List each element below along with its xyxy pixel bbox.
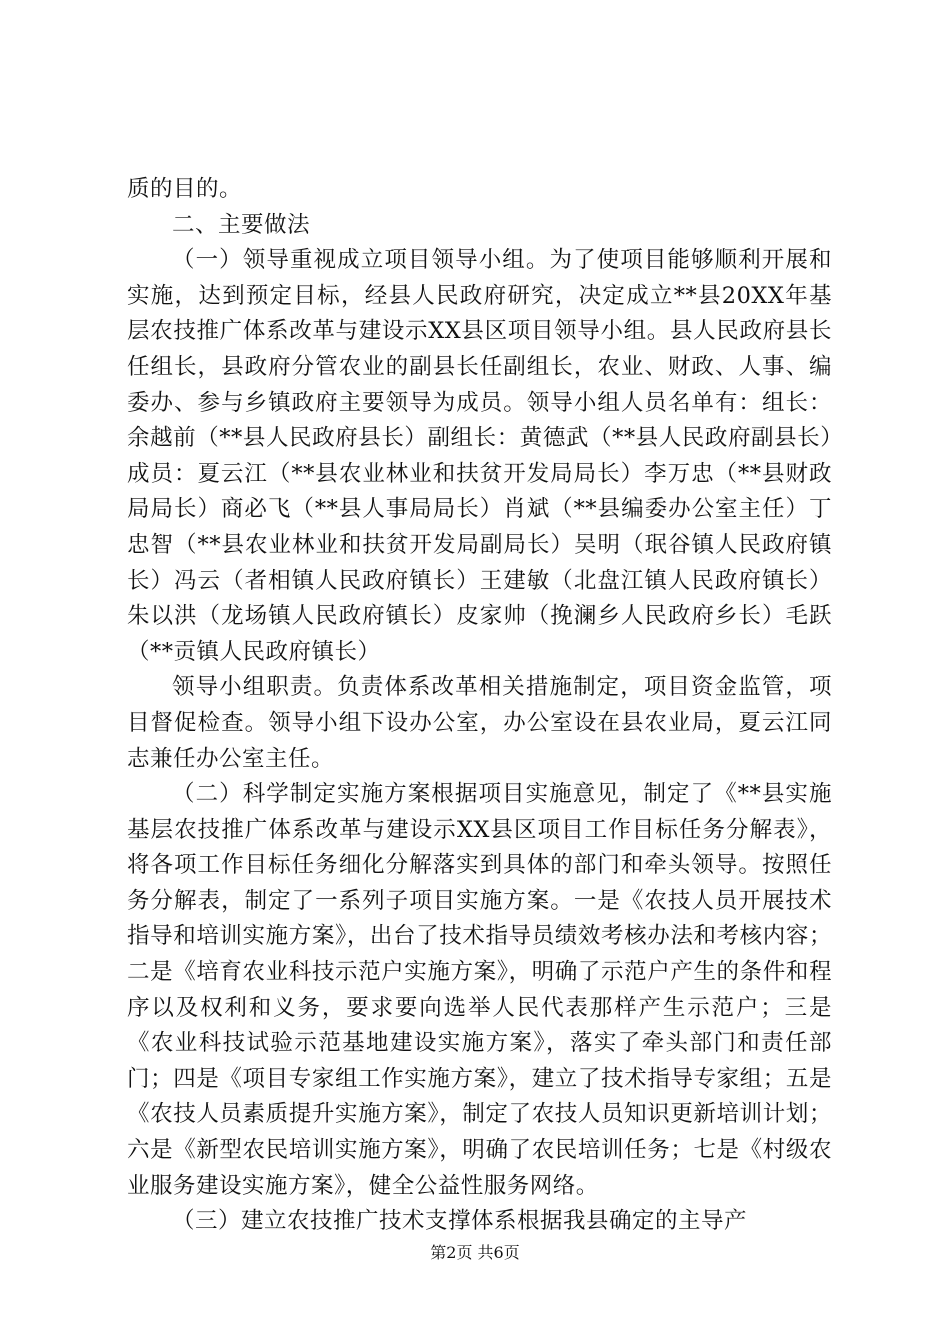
paragraph-leadership-group: （一）领导重视成立项目领导小组。为了使项目能够顺利开展和实施，达到预定目标，经县人民政府研究，决定成立**县20XX年基层农技推广体系改革与建设示XX县区项目领导小组。县人民政府县长任组长，县政府分管农业的副县长任副组长，农业、财政、人事、编委办、参与乡镇政府主要领导为成员。领导小组人员名单有：组长：余越前（**县人民政府县长）副组长：黄德武（**县人民政府副县长）成员：夏云江（**县农业林业和扶贫开发局局长）李万忠（**县财政局局长）商必飞（**县人事局局长）肖斌（**县编委办公室主任）丁忠智（**县农业林业和扶贫开发局副局长）吴明（珉谷镇人民政府镇长）冯云（者相镇人民政府镇长）王建敏（北盘江镇人民政府镇长）朱以洪（龙场镇人民政府镇长）皮家帅（挽澜乡人民政府乡长）毛跃（**贡镇人民政府镇长） — [127, 247, 832, 665]
document-body — [127, 172, 832, 1240]
paragraph-group-duties: 领导小组职责。负责体系改革相关措施制定，项目资金监管，项目督促检查。领导小组下设办公室，办公室设在县农业局，夏云江同志兼任办公室主任。 — [127, 674, 832, 772]
section-heading: 二、主要做法 — [172, 211, 311, 238]
page-number-footer: 第2页 共6页 — [430, 1243, 520, 1262]
paragraph-continuation: 质的目的。 — [127, 176, 243, 202]
paragraph-support-system: （三）建立农技推广技术支撑体系根据我县确定的主导产 — [172, 1208, 748, 1235]
paragraph-implementation-plan: （二）科学制定实施方案根据项目实施意见，制定了《**县实施基层农技推广体系改革与建设示XX县区项目工作目标任务分解表》，将各项工作目标任务细化分解落实到具体的部门和牵头领导。按照任务分解表，制定了一系列子项目实施方案。一是《农技人员开展技术指导和培训实施方案》，出台了技术指导员绩效考核办法和考核内容；二是《培育农业科技示范户实施方案》，明确了示范户产生的条件和程序以及权利和义务，要求要向选举人民代表那样产生示范户；三是《农业科技试验示范基地建设实施方案》，落实了牵头部门和责任部门；四是《项目专家组工作实施方案》，建立了技术指导专家组；五是《农技人员素质提升实施方案》，制定了农技人员知识更新培训计划；六是《新型农民培训实施方案》，明确了农民培训任务；七是《村级农业服务建设实施方案》，健全公益性服务网络。 — [127, 781, 832, 1199]
